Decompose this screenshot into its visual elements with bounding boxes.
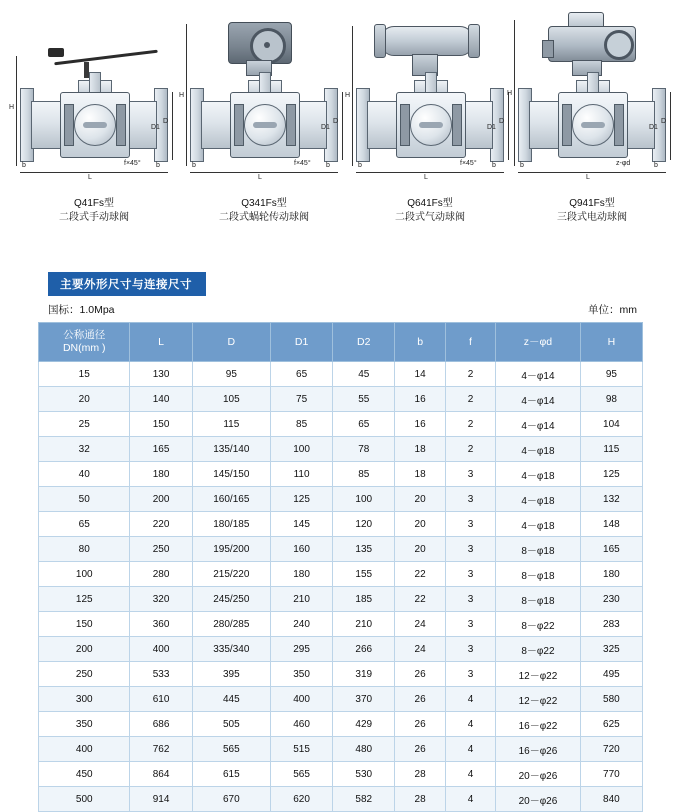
cell-f: 2 bbox=[445, 387, 495, 412]
cell-dn: 32 bbox=[39, 437, 130, 462]
dimension-label-H: H bbox=[507, 90, 513, 97]
cell-b: 18 bbox=[395, 437, 446, 462]
seat-left bbox=[64, 104, 74, 146]
cell-b: 14 bbox=[395, 362, 446, 387]
ball bbox=[572, 104, 614, 146]
dimension-line-L bbox=[190, 172, 338, 173]
manual-override-handwheel-icon bbox=[604, 30, 634, 60]
valve-drawing bbox=[9, 0, 174, 195]
cell-d1: 75 bbox=[271, 387, 333, 412]
dimension-label-H: H bbox=[9, 104, 15, 111]
cell-d: 105 bbox=[192, 387, 270, 412]
dimension-label-D1: D1 bbox=[321, 124, 330, 131]
cell-h: 230 bbox=[580, 587, 642, 612]
cell-f: 3 bbox=[445, 462, 495, 487]
cell-d: 280/285 bbox=[192, 612, 270, 637]
dimension-label-b-left: b bbox=[358, 162, 362, 169]
valve-caption bbox=[184, 197, 344, 225]
cell-z-phi-d: 4－φ14 bbox=[496, 387, 581, 412]
dimension-label-L: L bbox=[586, 174, 590, 181]
dimension-label-b-right: b bbox=[326, 162, 330, 169]
cell-l: 180 bbox=[130, 462, 192, 487]
cell-h: 770 bbox=[580, 762, 642, 787]
cell-h: 840 bbox=[580, 787, 642, 812]
cell-d: 565 bbox=[192, 737, 270, 762]
cell-l: 360 bbox=[130, 612, 192, 637]
cell-b: 28 bbox=[395, 762, 446, 787]
cell-f: 4 bbox=[445, 762, 495, 787]
table-row bbox=[39, 537, 643, 562]
cell-z-phi-d: 4－φ18 bbox=[496, 462, 581, 487]
valve-body bbox=[20, 88, 168, 160]
cell-d1: 110 bbox=[271, 462, 333, 487]
cell-dn: 50 bbox=[39, 487, 130, 512]
cell-z-phi-d: 4－φ14 bbox=[496, 412, 581, 437]
cell-d2: 78 bbox=[333, 437, 395, 462]
cell-f: 4 bbox=[445, 687, 495, 712]
cell-d2: 370 bbox=[333, 687, 395, 712]
cell-dn: 65 bbox=[39, 512, 130, 537]
cell-l: 533 bbox=[130, 662, 192, 687]
cell-dn: 300 bbox=[39, 687, 130, 712]
cell-f: 2 bbox=[445, 412, 495, 437]
cell-h: 720 bbox=[580, 737, 642, 762]
cell-d1: 145 bbox=[271, 512, 333, 537]
dimension-line-H bbox=[16, 56, 17, 166]
cell-d2: 582 bbox=[333, 787, 395, 812]
cell-h: 98 bbox=[580, 387, 642, 412]
cell-d: 245/250 bbox=[192, 587, 270, 612]
seat-left bbox=[234, 104, 244, 146]
cell-dn: 20 bbox=[39, 387, 130, 412]
cell-h: 132 bbox=[580, 487, 642, 512]
dimension-label-D1: D1 bbox=[151, 124, 160, 131]
column-header-d1: D1 bbox=[271, 323, 333, 362]
table-row bbox=[39, 787, 643, 812]
dimension-label-L: L bbox=[424, 174, 428, 181]
cell-l: 280 bbox=[130, 562, 192, 587]
valve-drawing bbox=[507, 0, 672, 195]
valve-body bbox=[518, 88, 666, 160]
cell-d2: 135 bbox=[333, 537, 395, 562]
dimension-line-D bbox=[172, 92, 173, 160]
cell-z-phi-d: 4－φ18 bbox=[496, 437, 581, 462]
dimension-label-b-right: b bbox=[156, 162, 160, 169]
cell-l: 140 bbox=[130, 387, 192, 412]
cell-d2: 65 bbox=[333, 412, 395, 437]
seat-left bbox=[400, 104, 410, 146]
cell-l: 864 bbox=[130, 762, 192, 787]
cell-b: 28 bbox=[395, 787, 446, 812]
dimension-line-D bbox=[670, 92, 671, 160]
valve-caption bbox=[350, 197, 510, 225]
table-row bbox=[39, 637, 643, 662]
column-header-d: D bbox=[192, 323, 270, 362]
valve-caption bbox=[14, 197, 174, 225]
column-header-f: f bbox=[445, 323, 495, 362]
cell-d2: 319 bbox=[333, 662, 395, 687]
table-header-row bbox=[39, 323, 643, 362]
valve-name: 三段式电动球阀 bbox=[557, 212, 627, 223]
cell-f: 3 bbox=[445, 587, 495, 612]
pneumatic-actuator-icon bbox=[380, 26, 474, 56]
dimensions-section bbox=[0, 272, 681, 812]
valve-name: 二段式蜗轮传动球阀 bbox=[219, 212, 309, 223]
cell-dn: 125 bbox=[39, 587, 130, 612]
cell-b: 26 bbox=[395, 712, 446, 737]
cell-d: 160/165 bbox=[192, 487, 270, 512]
dimension-label-bolt-circle: z-φd bbox=[616, 160, 631, 167]
conduit-entry bbox=[542, 40, 554, 58]
valve-diagram-q641fs bbox=[345, 0, 513, 260]
table-row bbox=[39, 387, 643, 412]
dimension-label-D: D bbox=[661, 118, 667, 125]
cell-d2: 155 bbox=[333, 562, 395, 587]
column-header-dn-line1: 公称通径 bbox=[63, 329, 106, 341]
table-row bbox=[39, 512, 643, 537]
ball bbox=[74, 104, 116, 146]
cell-d1: 350 bbox=[271, 662, 333, 687]
seat-right bbox=[116, 104, 126, 146]
column-header-b: b bbox=[395, 323, 446, 362]
cell-dn: 150 bbox=[39, 612, 130, 637]
cell-d2: 429 bbox=[333, 712, 395, 737]
dimension-label-chamfer: f×45° bbox=[294, 160, 311, 167]
valve-name: 二段式手动球阀 bbox=[59, 212, 129, 223]
cell-f: 2 bbox=[445, 437, 495, 462]
valve-diagrams-panel bbox=[0, 0, 681, 268]
cell-l: 762 bbox=[130, 737, 192, 762]
cell-d: 195/200 bbox=[192, 537, 270, 562]
cell-d: 180/185 bbox=[192, 512, 270, 537]
column-header-z-phi-d: z－φd bbox=[496, 323, 581, 362]
cell-l: 320 bbox=[130, 587, 192, 612]
cell-d2: 530 bbox=[333, 762, 395, 787]
section-title: 主要外形尺寸与连接尺寸 bbox=[48, 272, 206, 296]
cell-h: 104 bbox=[580, 412, 642, 437]
dimension-label-b-right: b bbox=[492, 162, 496, 169]
unit-label: 单位：mm bbox=[588, 304, 637, 316]
cell-f: 3 bbox=[445, 562, 495, 587]
seat-right bbox=[286, 104, 296, 146]
cell-d1: 240 bbox=[271, 612, 333, 637]
dimension-line-H bbox=[352, 26, 353, 166]
cell-dn: 200 bbox=[39, 637, 130, 662]
cell-h: 125 bbox=[580, 462, 642, 487]
cell-b: 22 bbox=[395, 562, 446, 587]
cell-d: 335/340 bbox=[192, 637, 270, 662]
table-row bbox=[39, 737, 643, 762]
cell-b: 16 bbox=[395, 387, 446, 412]
dimensions-table bbox=[38, 322, 643, 812]
cell-z-phi-d: 12－φ22 bbox=[496, 687, 581, 712]
cell-z-phi-d: 4－φ14 bbox=[496, 362, 581, 387]
dimension-line-L bbox=[356, 172, 504, 173]
valve-diagram-q941fs bbox=[507, 0, 672, 260]
valve-diagram-q341fs bbox=[179, 0, 344, 260]
cell-l: 686 bbox=[130, 712, 192, 737]
cell-h: 95 bbox=[580, 362, 642, 387]
cell-z-phi-d: 8－φ18 bbox=[496, 587, 581, 612]
cell-dn: 100 bbox=[39, 562, 130, 587]
cell-h: 283 bbox=[580, 612, 642, 637]
cell-l: 220 bbox=[130, 512, 192, 537]
pipe-left bbox=[529, 101, 561, 149]
seat-right bbox=[614, 104, 624, 146]
cell-d: 445 bbox=[192, 687, 270, 712]
cell-z-phi-d: 16－φ26 bbox=[496, 737, 581, 762]
cell-dn: 400 bbox=[39, 737, 130, 762]
dimension-label-D: D bbox=[333, 118, 339, 125]
table-body bbox=[39, 362, 643, 812]
dimension-label-H: H bbox=[345, 92, 351, 99]
standard-label: 国标：1.0Mpa bbox=[48, 304, 115, 316]
cell-d: 670 bbox=[192, 787, 270, 812]
cell-d1: 515 bbox=[271, 737, 333, 762]
dimension-label-D1: D1 bbox=[487, 124, 496, 131]
dimension-label-chamfer: f×45° bbox=[460, 160, 477, 167]
cell-f: 3 bbox=[445, 662, 495, 687]
dimension-label-D: D bbox=[163, 118, 169, 125]
table-row bbox=[39, 687, 643, 712]
cell-l: 130 bbox=[130, 362, 192, 387]
cell-h: 625 bbox=[580, 712, 642, 737]
valve-caption bbox=[512, 197, 672, 225]
cell-b: 20 bbox=[395, 487, 446, 512]
cell-d2: 100 bbox=[333, 487, 395, 512]
section-title-wrap bbox=[48, 272, 206, 296]
ball bbox=[244, 104, 286, 146]
cell-d: 145/150 bbox=[192, 462, 270, 487]
cylinder-cap-right bbox=[468, 24, 480, 58]
cell-d1: 460 bbox=[271, 712, 333, 737]
table-meta-row bbox=[0, 302, 681, 317]
pipe-left bbox=[201, 101, 233, 149]
column-header-dn bbox=[39, 323, 130, 362]
cell-d: 95 bbox=[192, 362, 270, 387]
cell-b: 20 bbox=[395, 512, 446, 537]
table-head bbox=[39, 323, 643, 362]
dimension-label-b-right: b bbox=[654, 162, 658, 169]
handwheel-icon bbox=[250, 28, 286, 64]
cell-d: 615 bbox=[192, 762, 270, 787]
cell-l: 914 bbox=[130, 787, 192, 812]
cell-l: 200 bbox=[130, 487, 192, 512]
cell-h: 115 bbox=[580, 437, 642, 462]
cell-l: 610 bbox=[130, 687, 192, 712]
pipe-left bbox=[367, 101, 399, 149]
cell-z-phi-d: 8－φ18 bbox=[496, 562, 581, 587]
cell-f: 3 bbox=[445, 512, 495, 537]
cell-b: 20 bbox=[395, 537, 446, 562]
cell-dn: 15 bbox=[39, 362, 130, 387]
cell-z-phi-d: 20－φ26 bbox=[496, 762, 581, 787]
cell-f: 4 bbox=[445, 787, 495, 812]
valve-drawing bbox=[345, 0, 513, 195]
cell-d2: 120 bbox=[333, 512, 395, 537]
cell-d1: 125 bbox=[271, 487, 333, 512]
table-row bbox=[39, 712, 643, 737]
dimension-line-L bbox=[20, 172, 168, 173]
valve-diagram-q41fs bbox=[9, 0, 174, 260]
valve-model: Q341Fs型 bbox=[241, 198, 287, 209]
valve-body bbox=[190, 88, 338, 160]
dimension-label-b-left: b bbox=[192, 162, 196, 169]
table-row bbox=[39, 612, 643, 637]
cell-z-phi-d: 8－φ18 bbox=[496, 537, 581, 562]
cell-d1: 65 bbox=[271, 362, 333, 387]
cell-dn: 500 bbox=[39, 787, 130, 812]
table-row bbox=[39, 362, 643, 387]
cell-z-phi-d: 4－φ18 bbox=[496, 512, 581, 537]
cell-d1: 620 bbox=[271, 787, 333, 812]
valve-model: Q941Fs型 bbox=[569, 198, 615, 209]
dimension-line-H bbox=[514, 20, 515, 166]
cell-dn: 40 bbox=[39, 462, 130, 487]
seat-left bbox=[562, 104, 572, 146]
dimension-line-D bbox=[508, 92, 509, 160]
pipe-left bbox=[31, 101, 63, 149]
cell-f: 3 bbox=[445, 637, 495, 662]
lever-handle-icon bbox=[54, 50, 158, 66]
dimension-label-D: D bbox=[499, 118, 505, 125]
dimension-label-chamfer: f×45° bbox=[124, 160, 141, 167]
cell-h: 148 bbox=[580, 512, 642, 537]
table-row bbox=[39, 587, 643, 612]
cell-d1: 100 bbox=[271, 437, 333, 462]
cell-b: 24 bbox=[395, 637, 446, 662]
dimension-label-b-left: b bbox=[22, 162, 26, 169]
ball bbox=[410, 104, 452, 146]
cell-z-phi-d: 16－φ22 bbox=[496, 712, 581, 737]
cell-d1: 400 bbox=[271, 687, 333, 712]
cell-f: 2 bbox=[445, 362, 495, 387]
cell-d2: 266 bbox=[333, 637, 395, 662]
cell-b: 24 bbox=[395, 612, 446, 637]
cell-z-phi-d: 20－φ26 bbox=[496, 787, 581, 812]
table-row bbox=[39, 562, 643, 587]
cell-d: 215/220 bbox=[192, 562, 270, 587]
table-row bbox=[39, 437, 643, 462]
cell-l: 150 bbox=[130, 412, 192, 437]
cell-dn: 80 bbox=[39, 537, 130, 562]
cell-h: 165 bbox=[580, 537, 642, 562]
cell-b: 18 bbox=[395, 462, 446, 487]
cell-z-phi-d: 12－φ22 bbox=[496, 662, 581, 687]
valve-model: Q641Fs型 bbox=[407, 198, 453, 209]
column-header-dn-line2: DN(mm ) bbox=[62, 342, 106, 354]
cell-d2: 85 bbox=[333, 462, 395, 487]
cell-b: 26 bbox=[395, 737, 446, 762]
cell-b: 26 bbox=[395, 662, 446, 687]
cell-dn: 350 bbox=[39, 712, 130, 737]
dimension-label-D1: D1 bbox=[649, 124, 658, 131]
cell-dn: 450 bbox=[39, 762, 130, 787]
dimension-label-b-left: b bbox=[520, 162, 524, 169]
seat-right bbox=[452, 104, 462, 146]
table-row bbox=[39, 412, 643, 437]
cell-h: 580 bbox=[580, 687, 642, 712]
cell-h: 495 bbox=[580, 662, 642, 687]
cell-d2: 480 bbox=[333, 737, 395, 762]
dimension-line-L bbox=[518, 172, 666, 173]
cell-z-phi-d: 8－φ22 bbox=[496, 637, 581, 662]
cell-z-phi-d: 8－φ22 bbox=[496, 612, 581, 637]
dimension-line-D bbox=[342, 92, 343, 160]
cell-d1: 210 bbox=[271, 587, 333, 612]
cell-d1: 180 bbox=[271, 562, 333, 587]
cell-dn: 250 bbox=[39, 662, 130, 687]
lever-grip-icon bbox=[48, 48, 64, 57]
table-row bbox=[39, 762, 643, 787]
cell-f: 3 bbox=[445, 612, 495, 637]
cell-l: 400 bbox=[130, 637, 192, 662]
cell-d2: 185 bbox=[333, 587, 395, 612]
cell-d2: 45 bbox=[333, 362, 395, 387]
cell-d1: 160 bbox=[271, 537, 333, 562]
valve-body bbox=[356, 88, 504, 160]
cell-d: 505 bbox=[192, 712, 270, 737]
cell-b: 16 bbox=[395, 412, 446, 437]
cell-b: 22 bbox=[395, 587, 446, 612]
cell-f: 4 bbox=[445, 737, 495, 762]
valve-model: Q41Fs型 bbox=[73, 198, 114, 209]
cell-h: 180 bbox=[580, 562, 642, 587]
valve-name: 二段式气动球阀 bbox=[395, 212, 465, 223]
cell-d: 135/140 bbox=[192, 437, 270, 462]
cell-f: 4 bbox=[445, 712, 495, 737]
column-header-l: L bbox=[130, 323, 192, 362]
cell-b: 26 bbox=[395, 687, 446, 712]
dimension-line-H bbox=[186, 24, 187, 166]
cell-f: 3 bbox=[445, 487, 495, 512]
cylinder-cap-left bbox=[374, 24, 386, 58]
cell-d2: 210 bbox=[333, 612, 395, 637]
cell-d1: 295 bbox=[271, 637, 333, 662]
cell-dn: 25 bbox=[39, 412, 130, 437]
valve-drawing bbox=[179, 0, 344, 195]
cell-d: 115 bbox=[192, 412, 270, 437]
dimension-label-L: L bbox=[258, 174, 262, 181]
cell-f: 3 bbox=[445, 537, 495, 562]
cell-l: 165 bbox=[130, 437, 192, 462]
table-row bbox=[39, 462, 643, 487]
dimension-label-H: H bbox=[179, 92, 185, 99]
cell-l: 250 bbox=[130, 537, 192, 562]
cell-d: 395 bbox=[192, 662, 270, 687]
cell-d1: 85 bbox=[271, 412, 333, 437]
table-row bbox=[39, 662, 643, 687]
dimension-label-L: L bbox=[88, 174, 92, 181]
table-row bbox=[39, 487, 643, 512]
column-header-h: H bbox=[580, 323, 642, 362]
cell-h: 325 bbox=[580, 637, 642, 662]
cell-d1: 565 bbox=[271, 762, 333, 787]
cell-d2: 55 bbox=[333, 387, 395, 412]
column-header-d2: D2 bbox=[333, 323, 395, 362]
cell-z-phi-d: 4－φ18 bbox=[496, 487, 581, 512]
